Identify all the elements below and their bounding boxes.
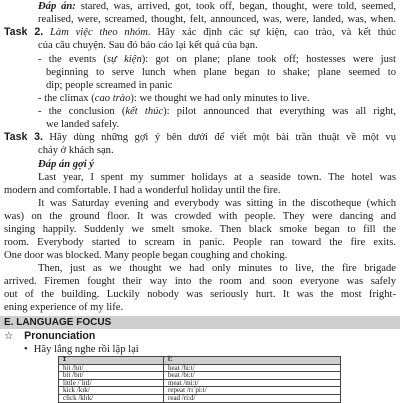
para2-line-4: room. Everybody started to scream in panic. People ran toward the fire exits.: [4, 237, 396, 248]
table-cell: beat /bi:t/: [164, 372, 341, 380]
listen-instruction-row: [24, 343, 139, 356]
table-row: [59, 364, 341, 372]
para3-line-3: out of the building. Luckily nobody was seriously hurt. It was the most fright-: [4, 289, 396, 300]
answer-line-1: Đáp án: stared, was, arrived, got, took off, began, thought, were told, seemed,: [38, 1, 396, 12]
events-line-2: beginning to serve lunch when plane began to shake; plane seemed to: [46, 67, 396, 78]
conclusion-line-1: - the conclusion (kết thúc): pilot announced that everything was all right,: [38, 106, 396, 117]
task2-line-2: của câu chuyện. Sau đó báo cáo lại kết quả của bạn.: [38, 40, 258, 51]
table-cell: repeat /rɪˈpi:t/: [164, 387, 341, 395]
task3-line-1: Task 3. Hãy dùng những gợi ý bên dưới để viết một bài trần thuật về một vụ: [4, 131, 396, 143]
pronunciation-heading-row: [4, 330, 95, 343]
para2-line-1: It was Saturday evening and everybody was sitting in the discotheque (which: [38, 198, 396, 209]
para1-line-1: Last year, I spent my summer holidays at a seaside town. The hotel was: [38, 172, 396, 183]
pronunciation-table: [58, 356, 341, 403]
section-banner: E. LANGUAGE FOCUS: [0, 316, 400, 329]
table-cell: little /ˈlɪtl/: [59, 379, 164, 387]
para1-line-2: modern and comfortable. I had a wonderful holiday until the fire.: [4, 185, 281, 196]
table-row: [59, 394, 341, 402]
table-cell: hit /hɪt/: [59, 364, 164, 372]
task3-line-2: cháy ở khách sạn.: [38, 145, 114, 156]
table-cell: heat /hi:t/: [164, 364, 341, 372]
events-line-1: - the events (sự kiện): got on plane; plane took off; hostesses were just: [38, 54, 396, 65]
table-cell: click /klɪk/: [59, 394, 164, 402]
climax-line: - the climax (cao trào): we thought we had only minutes to live.: [38, 93, 310, 104]
conclusion-line-2: we landed safely.: [46, 119, 120, 130]
table-header: i:: [164, 357, 341, 365]
para2-line-5: One door was blocked. Many people began coughing and choking.: [4, 250, 288, 261]
star-icon: ☆: [4, 331, 14, 342]
para3-line-2: arrived. Firemen fought their way into the room and soon everyone was safely: [4, 276, 396, 287]
para3-line-4: ening experience of my life.: [4, 302, 124, 313]
table-row: [59, 372, 341, 380]
table-cell: bit /bɪt/: [59, 372, 164, 380]
para2-line-3: singing happily. Suddenly we smelt smoke. Then black smoke began to fill the: [4, 224, 396, 235]
bullet-icon: •: [24, 344, 28, 355]
table-header: ɪ: [59, 357, 164, 365]
events-line-3: dip; people screamed in panic: [46, 80, 173, 91]
table-row: [59, 387, 341, 395]
table-header-row: [59, 357, 341, 365]
para3-line-1: Then, just as we thought we had only minutes to live, the fire brigade: [38, 263, 396, 274]
table-cell: meat /mi:t/: [164, 379, 341, 387]
listen-instruction: Hãy lắng nghe rồi lặp lại: [33, 344, 139, 355]
table-cell: read /ri:d/: [164, 394, 341, 402]
answer-line-2: realised, were, screamed, thought, felt, announced, was, were, landed, was, when.: [38, 14, 396, 25]
table-cell: kick /kɪk/: [59, 387, 164, 395]
para2-line-2: was) on the ground floor. It was crowded with people. They were dancing and: [4, 211, 396, 222]
task2-line-1: Task 2. Làm việc theo nhóm. Hãy xác định các sự kiện, cao trào, và kết thúc: [4, 26, 396, 38]
suggested-answer-heading: Đáp án gợi ý: [38, 159, 95, 170]
pronunciation-heading: Pronunciation: [24, 330, 96, 342]
